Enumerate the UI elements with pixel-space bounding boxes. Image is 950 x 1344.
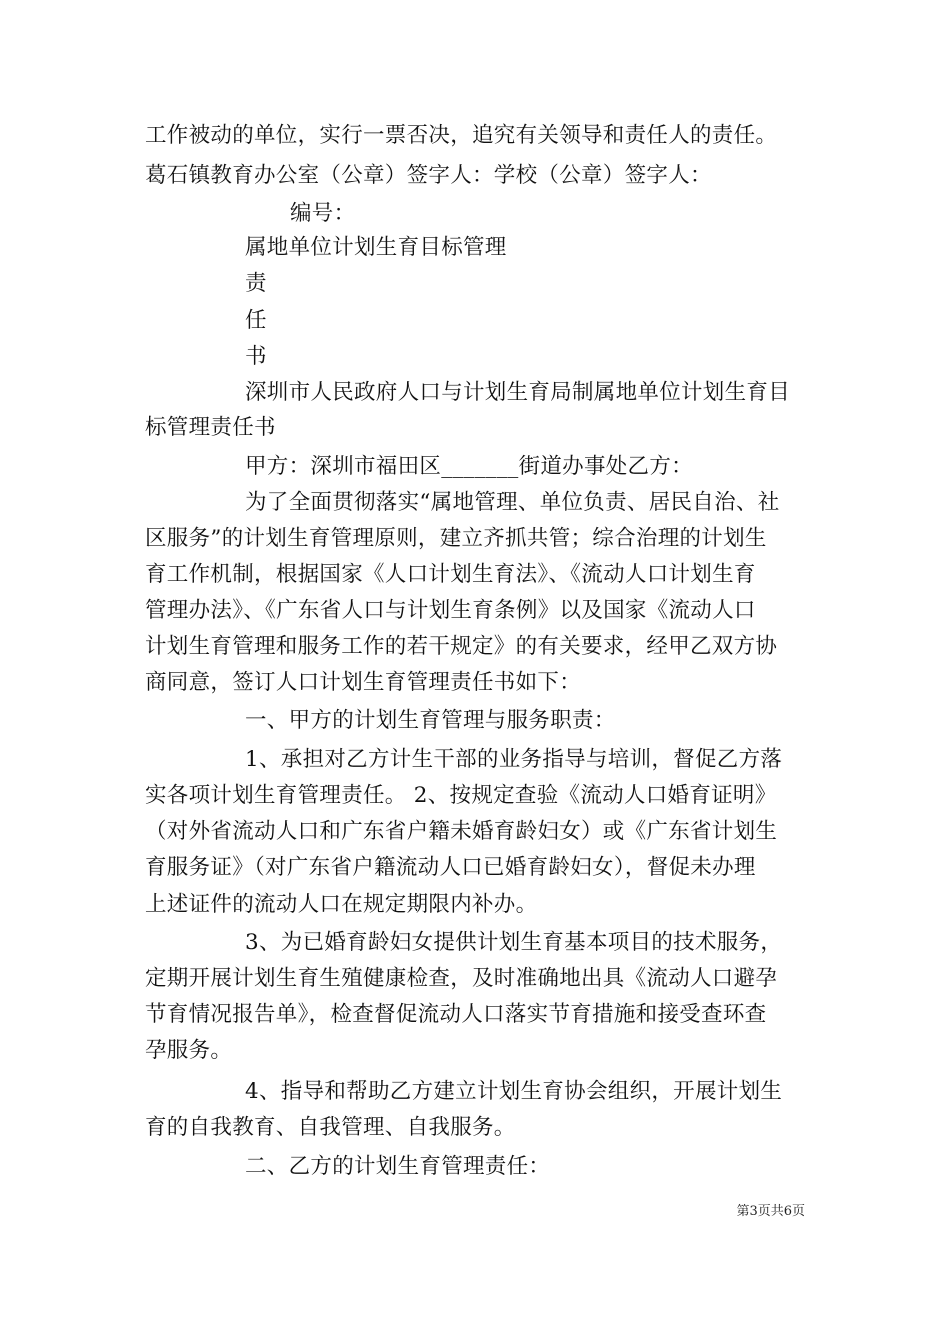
text-line: 责 <box>245 271 267 296</box>
text-line: 书 <box>245 344 267 369</box>
text-line: 实各项计划生育管理责任。 2、按规定查验《流动人口婚育证明》 <box>145 783 777 808</box>
text-line: 育服务证》（对广东省户籍流动人口已婚育龄妇女），督促未办理 <box>145 855 756 880</box>
text-line: 葛石镇教育办公室（公章）签字人：学校（公章）签字人： <box>145 163 712 188</box>
text-line: 区服务”的计划生育管理原则，建立齐抓共管；综合治理的计划生 <box>145 526 767 551</box>
text-line: 育的自我教育、自我管理、自我服务。 <box>145 1115 516 1140</box>
text-line: 甲方：深圳市福田区_______街道办事处乙方： <box>245 454 693 479</box>
text-line: 一、甲方的计划生育管理与服务职责： <box>245 708 616 733</box>
text-line: 管理办法》、《广东省人口与计划生育条例》以及国家《流动人口 <box>145 598 756 623</box>
text-line: 为了全面贯彻落实“属地管理、单位负责、居民自治、社 <box>245 490 780 515</box>
text-line: 3、为已婚育龄妇女提供计划生育基本项目的技术服务， <box>245 930 783 955</box>
text-line: 上述证件的流动人口在规定期限内补办。 <box>145 892 538 917</box>
text-line: 育工作机制，根据国家《人口计划生育法》、《流动人口计划生育 <box>145 562 756 587</box>
text-line: 任 <box>245 308 267 333</box>
text-line: 计划生育管理和服务工作的若干规定》的有关要求，经甲乙双方协 <box>145 634 778 659</box>
text-line: 属地单位计划生育目标管理 <box>245 235 507 260</box>
text-line: 标管理责任书 <box>145 415 276 440</box>
text-line: 商同意，签订人口计划生育管理责任书如下： <box>145 670 582 695</box>
text-line: 4、指导和帮助乙方建立计划生育协会组织，开展计划生 <box>245 1079 783 1104</box>
text-line: 二、乙方的计划生育管理责任： <box>245 1154 551 1179</box>
text-line: （对外省流动人口和广东省户籍未婚育龄妇女）或《广东省计划生 <box>145 819 778 844</box>
text-line: 节育情况报告单》，检查督促流动人口落实节育措施和接受查环查 <box>145 1002 767 1027</box>
text-line: 定期开展计划生育生殖健康检查，及时准确地出具《流动人口避孕 <box>145 966 778 991</box>
text-line: 孕服务。 <box>145 1038 233 1063</box>
text-line: 工作被动的单位，实行一票否决，追究有关领导和责任人的责任。 <box>145 123 778 148</box>
text-line: 编号： <box>290 201 356 226</box>
page-number: 第3页共6页 <box>736 1204 805 1219</box>
text-line: 1、承担对乙方计生干部的业务指导与培训，督促乙方落 <box>245 747 783 772</box>
text-line: 深圳市人民政府人口与计划生育局制属地单位计划生育目 <box>245 380 791 405</box>
